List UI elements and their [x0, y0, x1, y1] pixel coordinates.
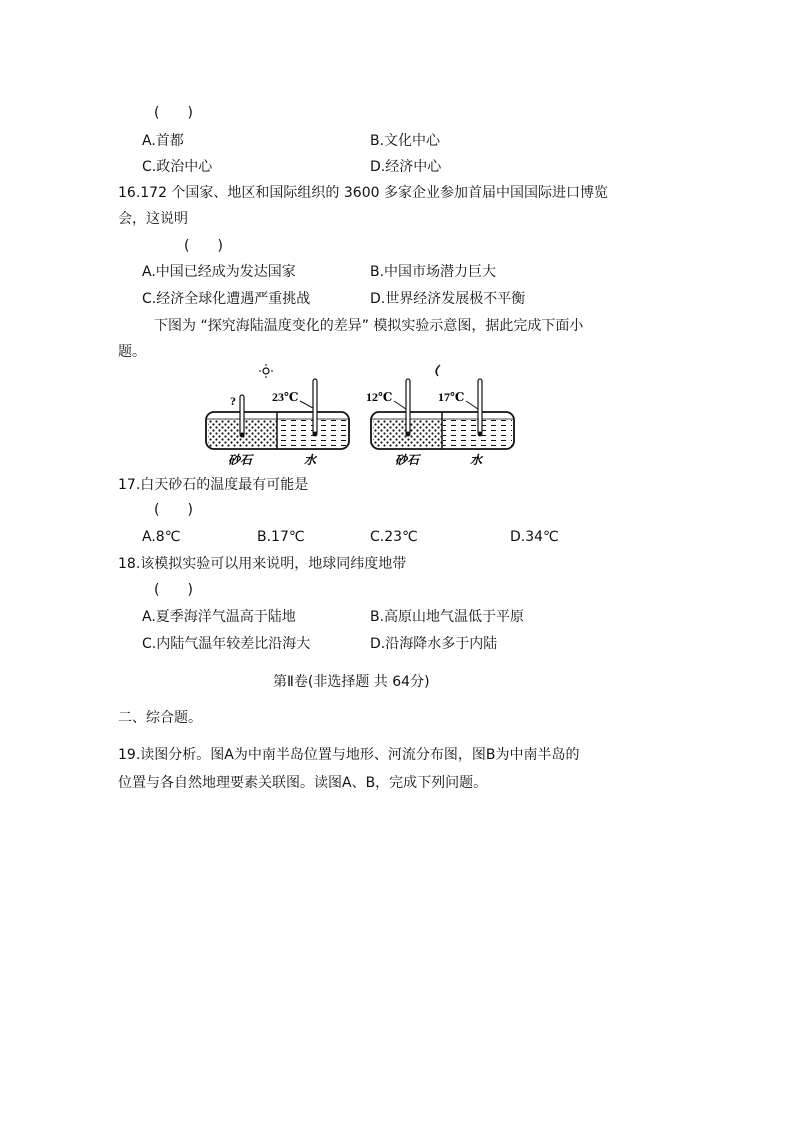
q18-option-a: A.夏季海洋气温高于陆地 [142, 609, 296, 625]
q15-option-d: D.经济中心 [370, 159, 442, 175]
night-water-label: 水 [470, 453, 483, 467]
q16-option-c: C.经济全球化遭遇严重挑战 [142, 291, 311, 307]
figure-intro-line1: 下图为 “探究海陆温度变化的差异” 模拟实验示意图，据此完成下面小 [154, 318, 584, 334]
q16-option-b: B.中国市场潜力巨大 [370, 264, 497, 280]
q16-stem-line2: 会，这说明 [118, 211, 188, 227]
q19-line1: 19.读图分析。图A为中南半岛位置与地形、河流分布图，图B为中南半岛的 [118, 747, 580, 763]
section-heading: 二、综合题。 [118, 710, 202, 726]
q16-bracket: ( ) [184, 238, 223, 254]
q17-option-b: B.17℃ [257, 529, 305, 545]
section-title: 第Ⅱ卷(非选择题 共 64分) [273, 674, 430, 690]
day-sand-temp: ? [230, 394, 236, 408]
day-sand-thermometer [240, 395, 244, 435]
q17-bracket: ( ) [154, 502, 193, 518]
q18-bracket: ( ) [154, 582, 193, 598]
q19-line2: 位置与各自然地理要素关联图。读图A、B，完成下列问题。 [118, 775, 488, 791]
sun-icon [259, 364, 273, 378]
figure-intro-line2: 题。 [118, 344, 146, 360]
night-sand-label: 砂石 [395, 453, 420, 467]
q15-option-a: A.首都 [142, 133, 184, 149]
q15-option-c: C.政治中心 [142, 159, 213, 175]
night-sand-thermometer [406, 379, 410, 434]
q18-stem: 18.该模拟实验可以用来说明，地球同纬度地带 [118, 556, 407, 572]
q17-stem: 17.白天砂石的温度最有可能是 [118, 477, 309, 493]
q17-option-d: D.34℃ [510, 529, 559, 545]
day-water-label: 水 [304, 453, 317, 467]
q18-option-c: C.内陆气温年较差比沿海大 [142, 636, 311, 652]
q16-stem-line1: 16.172 个国家、地区和国际组织的 3600 多家企业参加首届中国国际进口博览 [118, 185, 608, 201]
q16-option-a: A.中国已经成为发达国家 [142, 264, 296, 280]
day-water-temp: 23℃ [272, 390, 299, 404]
q18-option-d: D.沿海降水多于内陆 [370, 636, 498, 652]
q18-option-b: B.高原山地气温低于平原 [370, 609, 525, 625]
q16-option-d: D.世界经济发展极不平衡 [370, 291, 526, 307]
q15-bracket: ( ) [154, 105, 193, 121]
q17-option-a: A.8℃ [142, 529, 181, 545]
day-tank [206, 379, 349, 467]
day-water-thermometer [313, 379, 317, 434]
q17-option-c: C.23℃ [370, 529, 418, 545]
night-sand-temp: 12℃ [366, 390, 393, 404]
day-sand-label: 砂石 [228, 453, 253, 467]
night-water-temp: 17℃ [438, 390, 465, 404]
night-tank [366, 379, 514, 467]
q15-option-b: B.文化中心 [370, 133, 441, 149]
moon-icon [436, 365, 440, 376]
night-water-thermometer [478, 379, 482, 434]
experiment-figure [200, 363, 590, 473]
